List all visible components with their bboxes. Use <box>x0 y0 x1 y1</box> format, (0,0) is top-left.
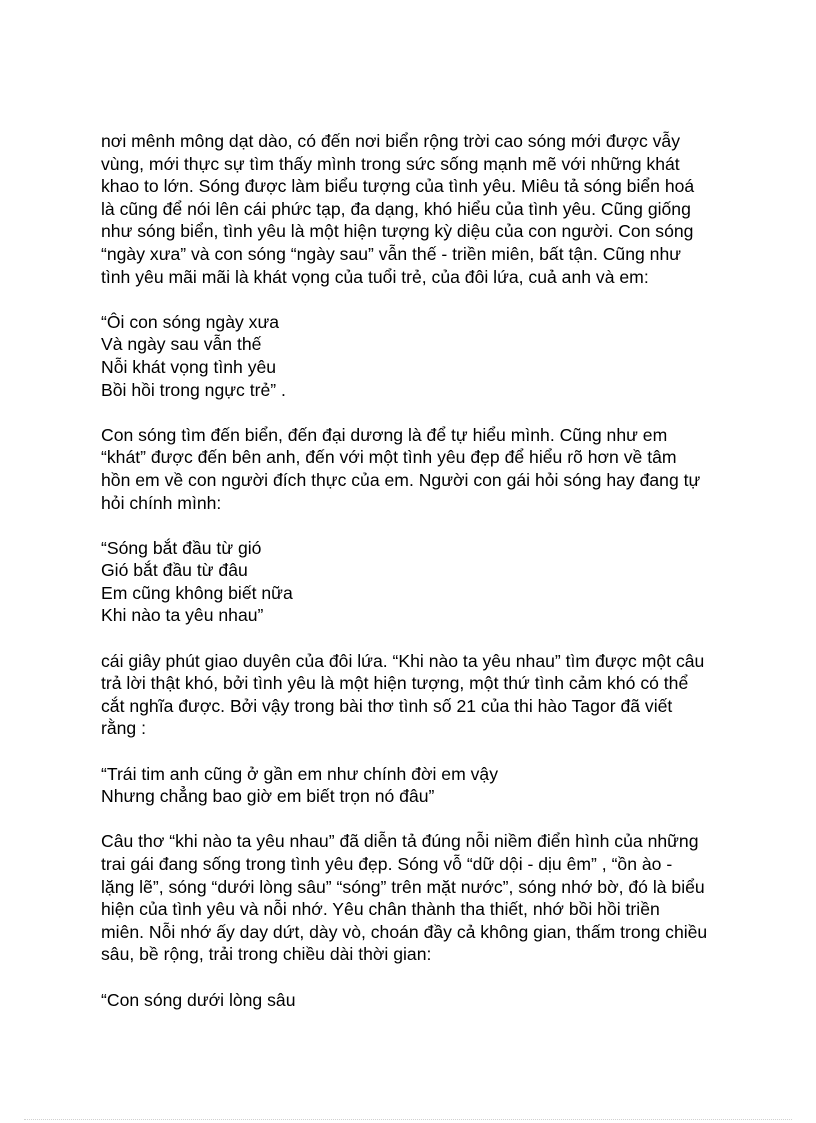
verse-line: Em cũng không biết nữa <box>101 582 293 603</box>
verse-line: “Sóng bắt đầu từ gió <box>101 537 262 558</box>
text-line: vùng, mới thực sự tìm thấy mình trong sức sống mạnh mẽ với những khát <box>101 153 680 174</box>
verse-line: Gió bắt đầu từ đâu <box>101 560 248 581</box>
poem-stanza-song-bat-dau <box>101 537 761 627</box>
text-line: Con sóng tìm đến biển, đến đại dương là để tự hiểu mình. Cũng như em <box>101 424 668 445</box>
paragraph-self-understanding <box>101 424 761 514</box>
paragraph-longing <box>101 830 761 966</box>
text-line: Câu thơ “khi nào ta yêu nhau” đã diễn tả đúng nỗi niềm điển hình của những <box>101 831 699 852</box>
text-line: hiện của tình yêu và nỗi nhớ. Yêu chân thành tha thiết, nhớ bồi hồi triền <box>101 899 660 920</box>
paragraph-wave-symbol <box>101 130 761 288</box>
text-line: trả lời thật khó, bởi tình yêu là một hiện tượng, một thứ tình cảm khó có thể <box>101 673 689 694</box>
text-line: hỏi chính mình: <box>101 492 222 513</box>
text-line: nơi mênh mông dạt dào, có đến nơi biển rộng trời cao sóng mới được vẫy <box>101 131 681 151</box>
text-line: rằng : <box>101 718 146 739</box>
paragraph-spacer <box>101 401 761 424</box>
verse-line: Khi nào ta yêu nhau” <box>101 605 264 626</box>
poem-stanza-ngay-xua <box>101 311 761 401</box>
text-line: trai gái đang sống trong tình yêu đẹp. Sóng vỗ “dữ dội - dịu êm” , “ồn ào - <box>101 854 673 874</box>
text-line: sâu, bề rộng, trải trong chiều dài thời gian: <box>101 944 432 965</box>
text-line: như sóng biển, tình yêu là một hiện tượng kỳ diệu của con người. Con sóng <box>101 221 694 242</box>
verse-line: Nhưng chẳng bao giờ em biết trọn nó đâu” <box>101 786 435 807</box>
verse-line: Nỗi khát vọng tình yêu <box>101 356 277 377</box>
paragraph-spacer <box>101 808 761 831</box>
paragraph-spacer <box>101 740 761 763</box>
paragraph-tagore <box>101 650 761 740</box>
paragraph-spacer <box>101 966 761 989</box>
verse-line: “Con sóng dưới lòng sâu <box>101 989 296 1010</box>
verse-line: “Trái tim anh cũng ở gần em như chính đời em vậy <box>101 763 499 784</box>
text-line: hồn em về con người đích thực của em. Người con gái hỏi sóng hay đang tự <box>101 469 701 490</box>
verse-line: Bồi hồi trong ngực trẻ” . <box>101 379 286 400</box>
text-line: “ngày xưa” và con sóng “ngày sau” vẫn thế - triền miên, bất tận. Cũng như <box>101 243 682 264</box>
verse-line: “Ôi con sóng ngày xưa <box>101 311 280 332</box>
text-line: “khát” được đến bên anh, đến với một tình yêu đẹp để hiểu rõ hơn về tâm <box>101 447 677 468</box>
quote-tagore <box>101 763 761 808</box>
text-line: miên. Nỗi nhớ ấy day dứt, dày vò, choán đầy cả không gian, thấm trong chiều <box>101 921 708 942</box>
text-line: cái giây phút giao duyên của đôi lứa. “Khi nào ta yêu nhau” tìm được một câu <box>101 650 705 671</box>
text-line: khao to lớn. Sóng được làm biểu tượng của tình yêu. Miêu tả sóng biển hoá <box>101 176 695 197</box>
verse-line: Và ngày sau vẫn thế <box>101 334 262 355</box>
page-bottom-divider <box>24 1119 792 1120</box>
paragraph-spacer <box>101 514 761 537</box>
text-line: lặng lẽ”, sóng “dưới lòng sâu” “sóng” trên mặt nước”, sóng nhớ bờ, đó là biểu <box>101 876 705 897</box>
text-line: tình yêu mãi mãi là khát vọng của tuổi trẻ, của đôi lứa, cuả anh và em: <box>101 266 649 287</box>
text-line: là cũng để nói lên cái phức tạp, đa dạng, khó hiểu của tình yêu. Cũng giống <box>101 198 691 219</box>
text-line: cắt nghĩa được. Bởi vậy trong bài thơ tình số 21 của thi hào Tagor đã viết <box>101 695 673 716</box>
paragraph-spacer <box>101 627 761 650</box>
poem-stanza-long-sau <box>101 989 761 1012</box>
paragraph-spacer <box>101 288 761 311</box>
document-body <box>101 130 761 1011</box>
